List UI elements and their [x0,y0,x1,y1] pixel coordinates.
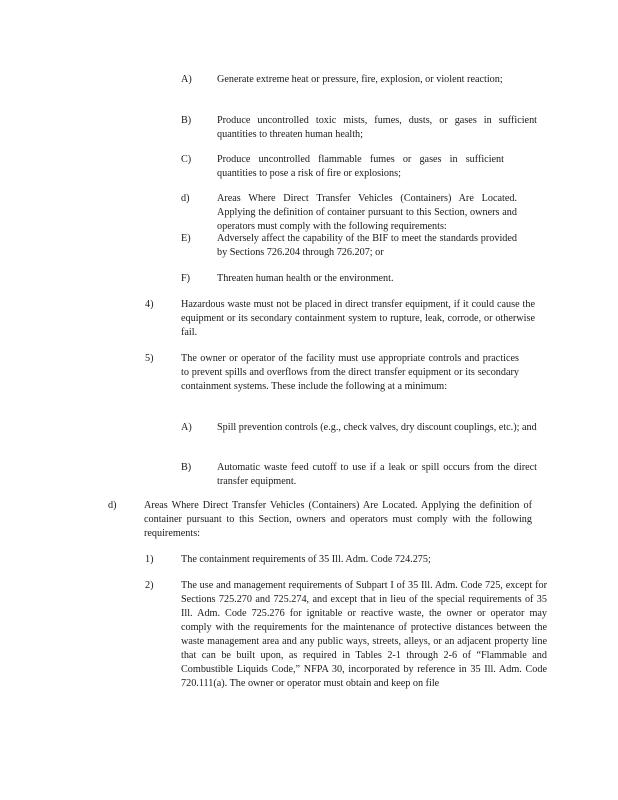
item-label: A) [181,74,192,85]
item-label: d) [181,193,190,204]
item-label: B) [181,115,192,126]
item-text: Spill prevention controls (e.g., check valves, dry discount couplings, etc.); and [217,422,537,433]
item-label: 4) [145,299,154,310]
item-label: C) [181,154,192,165]
item-text: Produce uncontrolled flammable fumes or gases in sufficient quantities to pose a risk of fire or explosions; [217,154,504,179]
item-text: Hazardous waste must not be placed in direct transfer equipment, if it could cause the equipment or its secondary containment system to rupture, leak, corrode, or otherwise fail. [181,299,535,338]
item-text: The owner or operator of the facility must use appropriate controls and practices to prevent spills and overflows from the direct transfer equipment or its secondary containment systems. These include the following at a minimum: [181,353,519,392]
item-text: Generate extreme heat or pressure, fire, explosion, or violent reaction; [217,74,503,85]
item-label: F) [181,273,191,284]
item-text: The containment requirements of 35 Ill. Adm. Code 724.275; [181,554,431,565]
item-text: Adversely affect the capability of the BIF to meet the standards provided by Sections 726.204 through 726.207; or [217,233,517,258]
item-label: d) [108,500,117,511]
item-text: The use and management requirements of Subpart I of 35 Ill. Adm. Code 725, except for Sections 725.270 and 725.274, and except that in lieu of the special requirements of 35 Ill. Adm. Code 725.276 for ignitable or reactive waste, the owner or operator may comply with the requirements for the maintenance of protective distances between the waste management area and any public ways, streets, alleys, or an adjacent property line that can be built upon, as required in Tables 2-1 through 2-6 of “Flammable and Combustible Liquids Code,” NFPA 30, incorporated by reference in 35 Ill. Adm. Code 720.111(a). The owner or operator must obtain and keep on file [181,580,547,689]
item-text: Areas Where Direct Transfer Vehicles (Containers) Are Located. Applying the definition of container pursuant to this Section, owners and operators must comply with the following requirements: [144,500,532,539]
item-label: 1) [145,554,154,565]
item-label: B) [181,462,192,473]
item-label: A) [181,422,192,433]
item-text: Automatic waste feed cutoff to use if a leak or spill occurs from the direct transfer equipment. [217,462,537,487]
item-text: Areas Where Direct Transfer Vehicles (Containers) Are Located. Applying the definition of container pursuant to this Section, owners and operators must comply with the following requirements: [217,193,517,232]
item-label: 5) [145,353,154,364]
item-text: Threaten human health or the environment. [217,273,394,284]
item-label: E) [181,233,191,244]
item-label: 2) [145,580,154,591]
item-text: Produce uncontrolled toxic mists, fumes, dusts, or gases in sufficient quantities to threaten human health; [217,115,537,140]
